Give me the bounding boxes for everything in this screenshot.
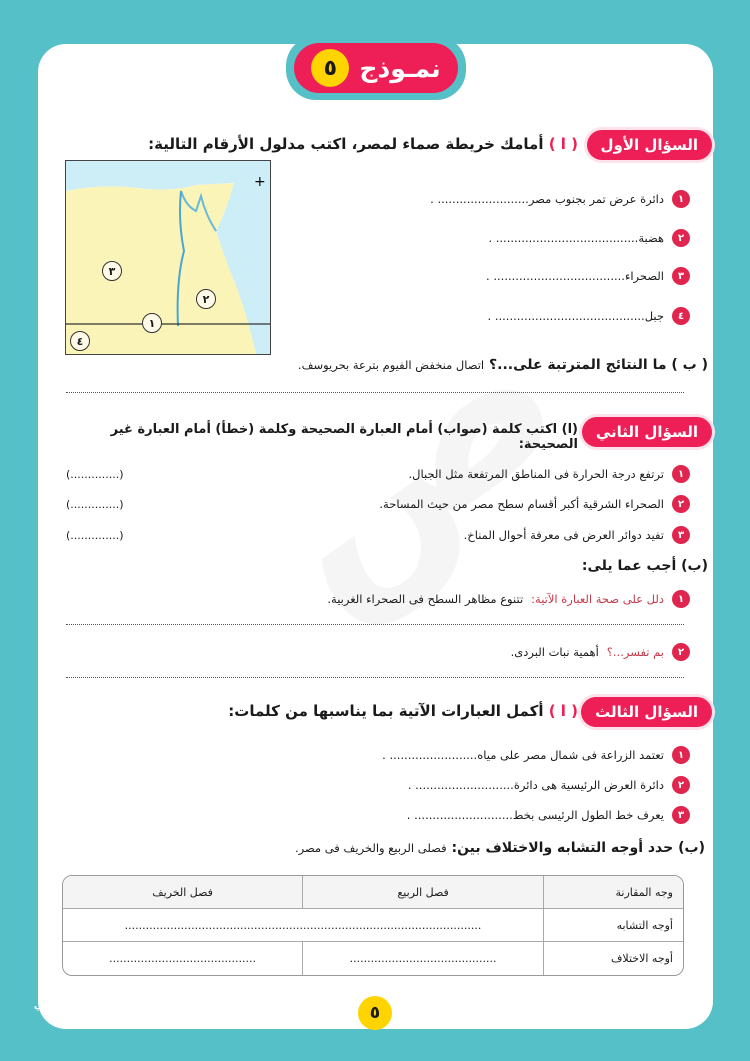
- item-number: ١: [672, 590, 690, 608]
- title-pill: [294, 43, 458, 93]
- table-row: [63, 942, 683, 975]
- row-label-difference: أوجه الاختلاف: [543, 942, 683, 975]
- item-text: جبل......................................... .: [487, 309, 664, 323]
- q3-part-a-text: أكمل العبارات الآتية بما يناسبها من كلمات:: [228, 702, 544, 720]
- q1-item-1: [430, 190, 690, 208]
- q2-part-b-heading: (ب) أجب عما يلى:: [581, 558, 708, 574]
- q2-item-2: [379, 495, 690, 513]
- table-header-row: [63, 876, 683, 909]
- header-autumn: فصل الخريف: [63, 876, 302, 909]
- page-number: ٥: [358, 996, 392, 1030]
- item-number: ١: [672, 746, 690, 764]
- q1-part-b-label: ( ب ): [671, 357, 708, 373]
- q2-item-2-answer: (..............): [66, 498, 124, 511]
- item-lead: دلل على صحة العبارة الآتية:: [531, 592, 664, 606]
- q1-item-2: [488, 229, 690, 247]
- q3-part-b-detail: فصلى الربيع والخريف فى مصر.: [294, 841, 447, 855]
- item-number: ٢: [672, 776, 690, 794]
- question-2-tag: السؤال الثاني: [582, 417, 712, 447]
- q2-b-item-1: [327, 590, 690, 608]
- item-text: هضبة....................................... .: [488, 231, 664, 245]
- item-text: يعرف خط الطول الرئيسى بخط........................... .: [406, 808, 664, 822]
- q1-item-4: [488, 307, 690, 325]
- question-3-tag: السؤال الثالث: [581, 697, 712, 727]
- q3-item-1: [382, 746, 690, 764]
- item-number: ٢: [672, 643, 690, 661]
- grade-brand: الصف الخامس الابتدائي: [33, 1000, 151, 1011]
- similarity-answer: ......................................................................................................: [63, 909, 543, 942]
- difference-autumn-answer: ..........................................: [109, 952, 257, 965]
- item-text: دائرة العرض الرئيسية هى دائرة........................... .: [407, 778, 664, 792]
- item-number: ١: [672, 465, 690, 483]
- q3-part-a-heading: [98, 702, 578, 720]
- item-lead: بم تفسر...؟: [606, 645, 664, 659]
- q2-item-3-answer: (..............): [66, 529, 124, 542]
- item-number: ٢: [672, 495, 690, 513]
- map-label-2: ٢: [196, 289, 216, 309]
- q2-item-1-answer: (..............): [66, 468, 124, 481]
- q1-item-3: [486, 267, 690, 285]
- q3-part-b-text: حدد أوجه التشابه والاختلاف بين:: [451, 840, 674, 856]
- item-text: أهمية نبات البردى.: [510, 645, 599, 659]
- q1-part-a-label: ( ا ): [548, 135, 578, 153]
- q1-part-a-text: أمامك خريطة صماء لمصر، اكتب مدلول الأرقام التالية:: [148, 135, 544, 153]
- map-label-4: ٤: [70, 331, 90, 351]
- q1-part-b-text: ما النتائج المترتبة على...؟: [489, 357, 667, 373]
- map-label-1: ١: [142, 313, 162, 333]
- question-1-tag: السؤال الأول: [587, 130, 712, 160]
- q1-part-b-detail: اتصال منخفض الفيوم بترعة بحريوسف.: [297, 358, 485, 372]
- q3-item-3: [407, 806, 690, 824]
- svg-text:+: +: [254, 174, 266, 190]
- item-text: تتنوع مظاهر السطح فى الصحراء الغربية.: [327, 592, 524, 606]
- answer-line: [66, 392, 684, 393]
- map-drawing: [66, 161, 270, 354]
- header-comparison: وجه المقارنة: [543, 876, 683, 909]
- answer-line: [66, 624, 684, 625]
- q2-b-item-2: [511, 643, 690, 661]
- q3-item-2: [408, 776, 690, 794]
- answer-line: [66, 677, 684, 678]
- page-title: نمـوذج: [359, 53, 441, 83]
- comparison-table: [62, 875, 684, 976]
- q3-part-a-label: ( ا ): [548, 702, 578, 720]
- item-text: تعتمد الزراعة فى شمال مصر على مياه........................ .: [382, 748, 664, 762]
- item-number: ٣: [672, 267, 690, 285]
- table-row: [63, 909, 683, 942]
- item-number: ٢: [672, 229, 690, 247]
- item-text: دائرة عرض تمر بجنوب مصر......................... .: [430, 192, 664, 206]
- q3-part-b: [65, 840, 705, 856]
- item-number: ٣: [672, 526, 690, 544]
- q2-item-1: [409, 465, 690, 483]
- q1-part-a-heading: [98, 135, 578, 153]
- item-number: ٣: [672, 806, 690, 824]
- item-text: تفيد دوائر العرض فى معرفة أحوال المناخ.: [463, 528, 664, 542]
- map-label-3: ٣: [102, 261, 122, 281]
- q1-part-b: [68, 357, 708, 373]
- q2-part-a-heading: (ا) اكتب كلمة (صواب) أمام العبارة الصحيحة وكلمة (خطأ) أمام العبارة غير الصحيحة:: [110, 422, 578, 452]
- item-text: الصحراء.................................... .: [486, 269, 664, 283]
- difference-spring-answer: ..........................................: [302, 942, 543, 975]
- item-number: ٤: [672, 307, 690, 325]
- row-label-similarity: أوجه التشابه: [543, 909, 683, 942]
- item-number: ١: [672, 190, 690, 208]
- q3-part-b-label: (ب): [678, 840, 705, 856]
- item-text: ترتفع درجة الحرارة فى المناطق المرتفعة مثل الجبال.: [408, 467, 664, 481]
- header-spring: فصل الربيع: [302, 876, 543, 909]
- q2-item-3: [464, 526, 690, 544]
- egypt-blank-map: [65, 160, 271, 355]
- item-text: الصحراء الشرقية أكبر أقسام سطح مصر من حيث المساحة.: [379, 497, 664, 511]
- model-number: ٥: [311, 49, 349, 87]
